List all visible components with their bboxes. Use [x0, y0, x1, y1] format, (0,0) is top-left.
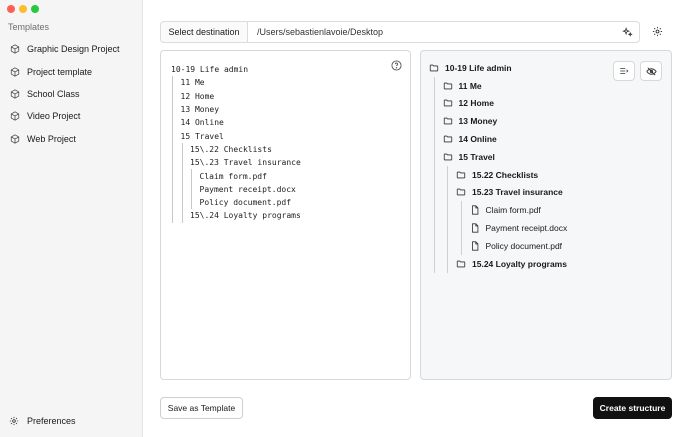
editor-line-text: 11 Me	[180, 78, 205, 88]
eye-off-icon	[646, 66, 657, 77]
folder-icon	[456, 259, 466, 269]
editor-line-text: 13 Money	[180, 105, 220, 115]
editor-line-text: 14 Online	[180, 118, 224, 128]
editor-line-text: Claim form.pdf	[199, 171, 267, 181]
tree-guide-line	[447, 166, 448, 273]
indent-guide	[171, 156, 181, 169]
collapse-all-button[interactable]	[613, 61, 635, 81]
save-as-template-button[interactable]: Save as Template	[160, 397, 243, 419]
editor-line-text: Policy document.pdf	[199, 198, 292, 208]
tree-folder[interactable]	[429, 77, 567, 95]
preview-tree	[429, 59, 567, 273]
cube-icon	[10, 89, 20, 99]
editor-line	[171, 103, 301, 116]
cube-icon	[10, 111, 20, 121]
folder-icon	[443, 152, 453, 162]
indent-guide	[181, 169, 191, 182]
structure-preview	[420, 50, 672, 380]
editor-line-text: 15 Travel	[180, 131, 224, 141]
tree-folder[interactable]	[429, 255, 567, 273]
folder-icon	[443, 98, 453, 108]
help-icon[interactable]	[391, 60, 402, 71]
indent-guide	[171, 76, 181, 89]
editor-text	[171, 63, 301, 223]
indent-guide	[171, 129, 181, 142]
tree-folder[interactable]	[429, 95, 567, 113]
indent-guide	[190, 169, 200, 182]
editor-line-text: 15\.24 Loyalty programs	[190, 211, 301, 221]
tree-folder[interactable]	[429, 130, 567, 148]
sidebar	[0, 0, 143, 437]
tree-item-label: 15 Travel	[458, 151, 495, 162]
indent-guide	[171, 209, 181, 222]
indent-guide	[171, 116, 181, 129]
file-icon	[470, 241, 480, 251]
sidebar-item-label: Video Project	[27, 111, 81, 122]
folder-icon	[443, 81, 453, 91]
toggle-visibility-button[interactable]	[640, 61, 662, 81]
sidebar-item-template[interactable]	[0, 60, 143, 82]
sidebar-item-label: School Class	[27, 88, 80, 99]
editor-line	[171, 209, 301, 222]
list-collapse-icon	[619, 66, 629, 76]
tree-folder[interactable]	[429, 59, 567, 77]
tree-folder[interactable]	[429, 148, 567, 166]
settings-gear-icon[interactable]	[652, 26, 663, 37]
tree-file[interactable]	[429, 219, 567, 237]
tree-item-label: 13 Money	[458, 116, 498, 127]
tree-folder[interactable]	[429, 166, 567, 184]
tree-item-label: 15.23 Travel insurance	[472, 187, 563, 198]
indent-guide	[181, 209, 191, 222]
sidebar-item-template[interactable]	[0, 105, 143, 127]
indent-guide	[171, 183, 181, 196]
editor-line	[171, 169, 301, 182]
tree-item-label: 11 Me	[458, 80, 482, 91]
editor-line	[171, 156, 301, 169]
editor-line-text: 10-19 Life admin	[171, 65, 249, 75]
folder-icon	[443, 116, 453, 126]
tree-file[interactable]	[429, 201, 567, 219]
editor-line	[171, 116, 301, 129]
indent-guide	[171, 90, 181, 103]
cube-icon	[10, 67, 20, 77]
sparkle-icon[interactable]	[622, 27, 633, 38]
indent-guide	[181, 156, 191, 169]
editor-line	[171, 143, 301, 156]
sidebar-item-template[interactable]	[0, 128, 143, 150]
destination-path-field[interactable]	[247, 21, 640, 43]
tree-item-label: 15.22 Checklists	[472, 169, 539, 180]
editor-line-text: Payment receipt.docx	[199, 184, 296, 194]
editor-line-text: 15\.22 Checklists	[190, 144, 272, 154]
tree-folder[interactable]	[429, 112, 567, 130]
create-structure-button[interactable]: Create structure	[593, 397, 672, 419]
editor-line	[171, 76, 301, 89]
file-icon	[470, 205, 480, 215]
editor-line	[171, 129, 301, 142]
tree-item-label: Policy document.pdf	[485, 240, 563, 251]
sidebar-item-label: Graphic Design Project	[27, 44, 120, 55]
indent-guide	[171, 196, 181, 209]
indent-guide	[181, 143, 191, 156]
tree-item-label: 10-19 Life admin	[445, 62, 512, 73]
window-controls	[7, 5, 39, 13]
tree-item-label: 15.24 Loyalty programs	[472, 258, 567, 269]
maximize-window-button[interactable]	[31, 5, 39, 13]
sidebar-item-label: Project template	[27, 66, 93, 77]
tree-item-label: Claim form.pdf	[485, 205, 541, 216]
tree-guide-line	[461, 201, 462, 254]
editor-line-text: 15\.23 Travel insurance	[190, 158, 301, 168]
indent-guide	[190, 183, 200, 196]
tree-item-label: 14 Online	[458, 134, 497, 145]
folder-icon	[429, 63, 439, 73]
tree-file[interactable]	[429, 237, 567, 255]
destination-path-text: /Users/sebastienlavoie/Desktop	[257, 27, 384, 37]
indent-guide	[171, 143, 181, 156]
indent-guide	[171, 169, 181, 182]
cube-icon	[10, 134, 20, 144]
preferences-button[interactable]	[9, 416, 76, 426]
indent-guide	[181, 196, 191, 209]
folder-icon	[443, 134, 453, 144]
sidebar-item-template[interactable]	[0, 83, 143, 105]
gear-icon	[9, 416, 19, 426]
sidebar-heading: Templates	[8, 22, 50, 32]
editor-line	[171, 196, 301, 209]
indent-guide	[181, 183, 191, 196]
close-window-button[interactable]	[7, 5, 15, 13]
folder-icon	[456, 170, 466, 180]
tree-folder[interactable]	[429, 184, 567, 202]
editor-line-text: 12 Home	[180, 91, 215, 101]
minimize-window-button[interactable]	[19, 5, 27, 13]
editor-line	[171, 63, 301, 76]
select-destination-button[interactable]: Select destination	[160, 21, 248, 43]
indent-guide	[171, 103, 181, 116]
structure-editor[interactable]	[160, 50, 411, 380]
editor-line	[171, 90, 301, 103]
sidebar-item-template[interactable]	[0, 38, 143, 60]
tree-item-label: 12 Home	[458, 98, 494, 109]
tree-guide-line	[434, 77, 435, 273]
folder-icon	[456, 187, 466, 197]
preferences-label: Preferences	[27, 416, 76, 426]
sidebar-item-label: Web Project	[27, 133, 76, 144]
template-list	[0, 38, 143, 150]
file-icon	[470, 223, 480, 233]
tree-item-label: Payment receipt.docx	[485, 223, 568, 234]
editor-line	[171, 183, 301, 196]
indent-guide	[190, 196, 200, 209]
cube-icon	[10, 44, 20, 54]
